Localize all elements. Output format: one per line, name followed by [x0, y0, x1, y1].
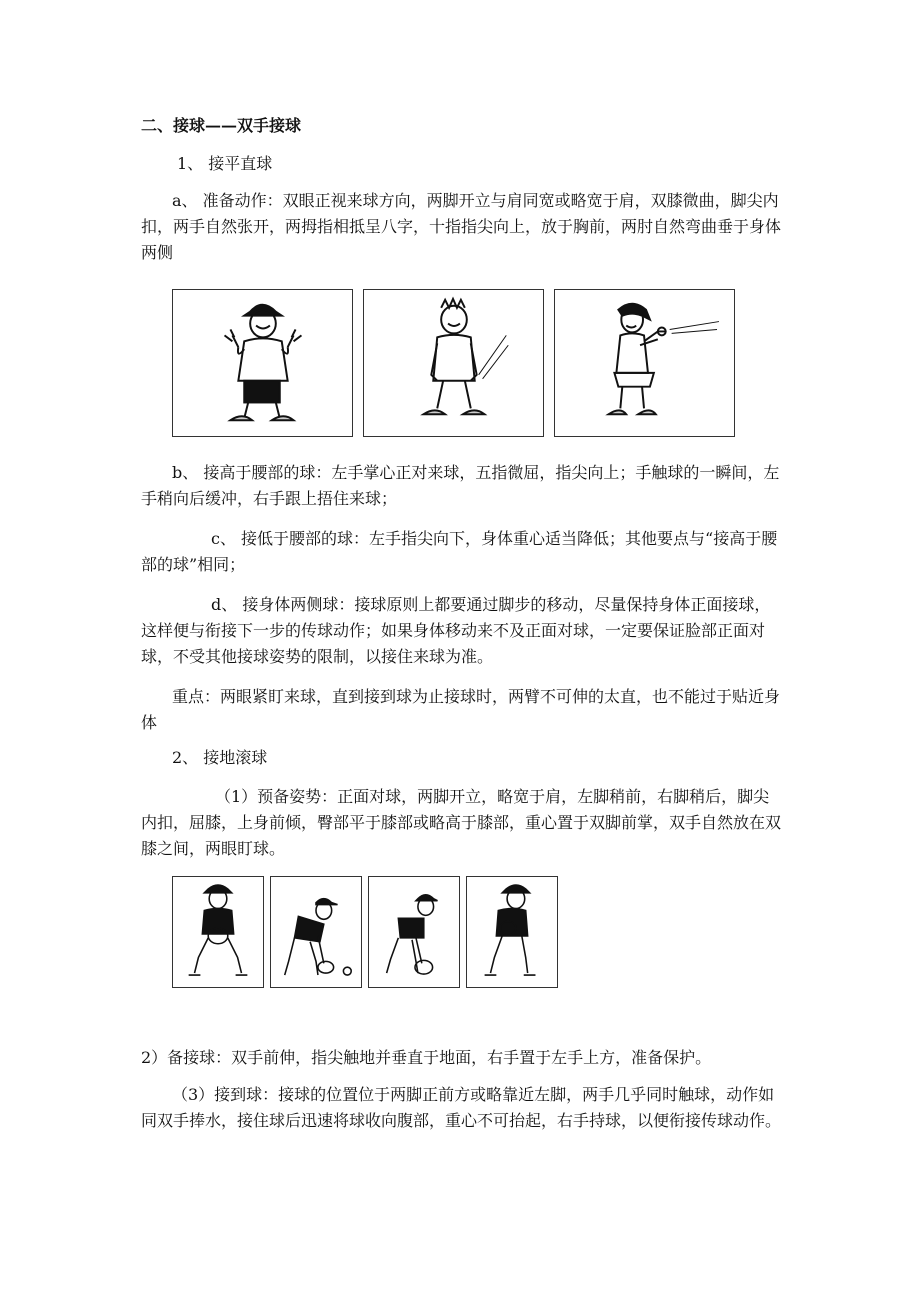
ground-secure-drawing: [467, 877, 557, 987]
section-title: 二、接球——双手接球: [141, 116, 302, 135]
paragraph-prepare-catch: 2）备接球：双手前伸，指尖触地并垂直于地面，右手置于左手上方，准备保护。: [141, 1048, 712, 1067]
boy-cap-ready-drawing: [173, 290, 352, 436]
paragraph-side-ball: d、 接身体两侧球：接球原则上都要通过脚步的移动，尽量保持身体正面接球，这样便与衔接下一步的传球动作；如果身体移动来不及正面对球，一定要保证脸部正面对球，不受其他接球姿势的限制，以接住来球为准。: [141, 595, 771, 666]
boy-spiky-hair-drawing: [364, 290, 543, 436]
girl-catching-drawing: [555, 290, 734, 436]
illustration-ground-reach: [270, 876, 362, 988]
subheading-ground-ball: 2、 接地滚球: [172, 748, 268, 767]
ground-ready-drawing: [173, 877, 263, 987]
illustration-low-catch: [363, 289, 544, 437]
figure-row-flat-catch: [172, 289, 735, 437]
paragraph-low-ball: c、 接低于腰部的球：左手指尖向下，身体重心适当降低；其他要点与“接高于腰部的球”相同；: [141, 529, 778, 574]
figure-row-ground-ball: [172, 876, 558, 988]
illustration-ground-scoop: [368, 876, 460, 988]
illustration-high-catch: [554, 289, 735, 437]
illustration-ground-ready: [172, 876, 264, 988]
paragraph-ready-stance: a、 准备动作：双眼正视来球方向，两脚开立与肩同宽或略宽于肩，双膝微曲，脚尖内扣，两手自然张开，两拇指相抵呈八字，十指指尖向上，放于胸前，两肘自然弯曲垂于身体两侧: [141, 191, 782, 262]
illustration-ground-secure: [466, 876, 558, 988]
paragraph-high-ball: b、 接高于腰部的球：左手掌心正对来球，五指微屈，指尖向上；手触球的一瞬间，左手稍向后缓冲，右手跟上捂住来球；: [141, 463, 780, 508]
paragraph-make-catch: （3）接到球：接球的位置位于两脚正前方或略靠近左脚，两手几乎同时触球，动作如同双手捧水，接住球后迅速将球收向腹部，重心不可抬起，右手持球，以便衔接传球动作。: [141, 1085, 782, 1130]
paragraph-ready-posture: （1）预备姿势：正面对球，两脚开立，略宽于肩，左脚稍前，右脚稍后，脚尖内扣，屈膝，上身前倾，臀部平于膝部或略高于膝部，重心置于双脚前掌，双手自然放在双膝之间，两眼盯球。: [141, 787, 782, 858]
illustration-ready-stance: [172, 289, 353, 437]
subheading-flat-ball: 1、 接平直球: [177, 154, 273, 173]
ground-scoop-drawing: [369, 877, 459, 987]
paragraph-key-points: 重点：两眼紧盯来球，直到接到球为止接球时，两臂不可伸的太直，也不能过于贴近身体: [141, 687, 781, 732]
ground-reach-drawing: [271, 877, 361, 987]
